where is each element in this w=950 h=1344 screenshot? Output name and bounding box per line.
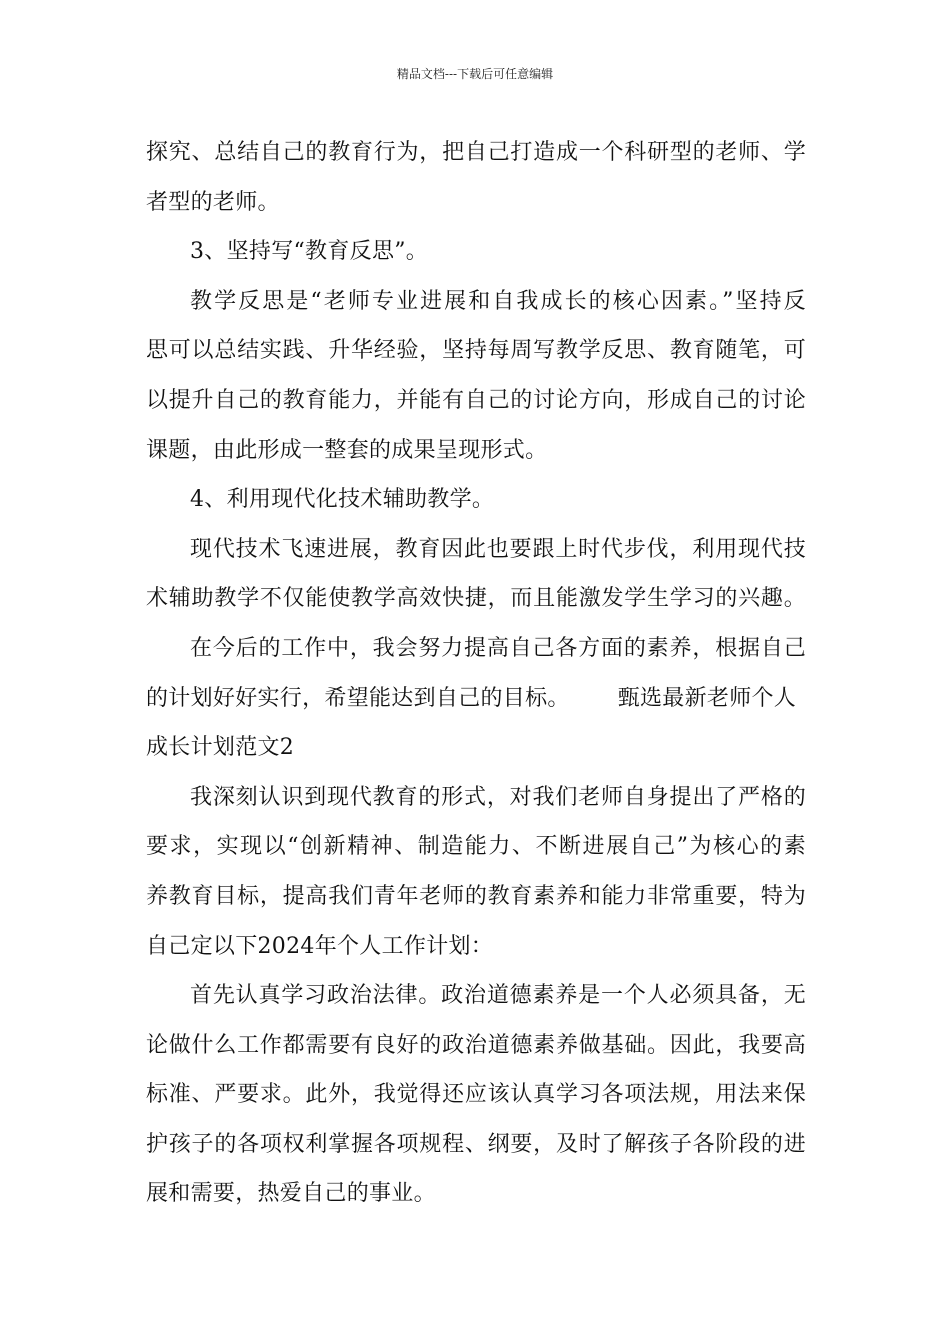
text-line: 探究、总结自己的教育行为，把自己打造成一个科研型的老师、学 (146, 140, 806, 165)
text-line: 标准、严要求。此外，我觉得还应该认真学习各项法规，用法来保 (146, 1082, 806, 1108)
section-heading-end: 成长计划范文2 (146, 735, 295, 761)
document-body (146, 128, 806, 1219)
text-line: 课题，由此形成一整套的成果呈现形式。 (146, 437, 548, 463)
text-line: 要求，实现以“创新精神、制造能力、不断进展自己”为核心的素 (146, 834, 806, 860)
section-heading-start: 甄选最新老师个人 (617, 685, 797, 711)
text-line: 在今后的工作中，我会努力提高自己各方面的素养，根据自己 (190, 635, 806, 661)
text-line: 3、坚持写“教育反思”。 (190, 239, 429, 265)
text-line: 自己定以下2024年个人工作计划： (146, 933, 494, 959)
page-header: 精品文档---下载后可任意编辑 (396, 67, 554, 81)
text-line: 护孩子的各项权利掌握各项规程、纲要，及时了解孩子各阶段的进 (146, 1131, 806, 1157)
text-line: 者型的老师。 (146, 189, 280, 215)
text-line: 以提升自己的教育能力，并能有自己的讨论方向，形成自己的讨论 (146, 387, 806, 413)
text-line: 思可以总结实践、升华经验，坚持每周写教学反思、教育随笔，可 (146, 338, 806, 364)
text-line: 首先认真学习政治法律。政治道德素养是一个人必须具备，无 (190, 983, 806, 1009)
text-line: 养教育目标，提高我们青年老师的教育素养和能力非常重要，特为 (146, 883, 806, 909)
text-line-with-heading (146, 674, 806, 724)
text-line: 展和需要，热爱自己的事业。 (146, 1181, 436, 1207)
text-line: 论做什么工作都需要有良好的政治道德素养做基础。因此，我要高 (146, 1032, 806, 1058)
text-line-segment: 的计划好好实行，希望能达到自己的目标。 (146, 685, 570, 711)
text-line: 教学反思是“老师专业进展和自我成长的核心因素。”坚持反 (190, 288, 806, 314)
text-line: 我深刻认识到现代教育的形式，对我们老师自身提出了严格的 (190, 784, 806, 810)
text-line: 现代技术飞速进展，教育因此也要跟上时代步伐，利用现代技 (190, 536, 806, 562)
text-line: 4、利用现代化技术辅助教学。 (190, 487, 495, 513)
text-line: 术辅助教学不仅能使教学高效快捷，而且能激发学生学习的兴趣。 (146, 586, 806, 612)
